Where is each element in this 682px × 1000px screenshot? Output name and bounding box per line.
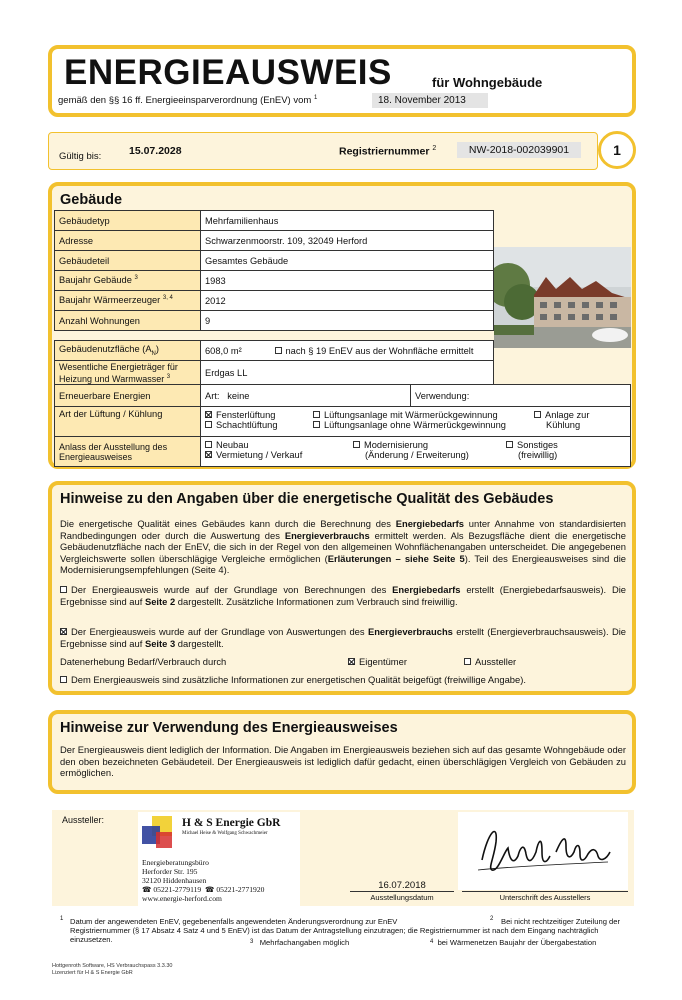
extra-info-option[interactable]: Dem Energieausweis sind zusätzliche Informationen zur energetischen Qualität beigefügt (freiwillige Angabe). (60, 674, 526, 685)
value-generator-year: 2012 (201, 291, 494, 311)
document-title: ENERGIEAUSWEIS (64, 53, 392, 92)
label-apartments: Anzahl Wohnungen (55, 311, 201, 331)
fax-icon: ☎ (204, 885, 215, 894)
value-building-part: Gesamtes Gebäude (201, 251, 494, 271)
row-renewable (55, 385, 631, 407)
issuer-address: Energieberatungsbüro Herforder Str. 195 32120 Hiddenhausen ☎ 05221-2779119 ☎ 05221-2771920 www.energie-herford.com (142, 858, 265, 903)
issuer-logo (142, 816, 178, 852)
row-energy-carrier (55, 361, 494, 385)
building-section-title: Gebäude (60, 192, 123, 208)
row-ventilation (55, 407, 631, 437)
validity-box (48, 132, 598, 170)
issuer-stamp (138, 812, 300, 906)
label-generator-year: Baujahr Wärmeerzeuger $^{3, 4}$ (55, 291, 201, 311)
document-subtitle: für Wohngebäude (432, 75, 543, 90)
label-building-part: Gebäudeteil (55, 251, 201, 271)
occasion-modernisation-line2: (Änderung / Erweiterung) (365, 450, 469, 460)
header-box (48, 45, 636, 117)
row-generator-year (55, 291, 494, 311)
ventilation-options (201, 407, 631, 437)
label-renewable: Erneuerbare Energien (55, 385, 201, 407)
vent-without-recovery[interactable]: Lüftungsanlage ohne Wärmerückgewinnung (313, 420, 506, 430)
law-text: gemäß den §§ 16 ff. Energieeinsparverordnung (EnEV) vom $^1$ (58, 95, 318, 107)
usage-text: Der Energieausweis dient lediglich der Information. Die Angaben im Energieausweis beziehen sich auf das gesamte Wohngebäude oder den oben bezeichneten Gebäudeteil. Der Energieausweis ist lediglich dafür gedacht, einen überschlägigen Vergleich von Gebäuden zu ermöglichen. (60, 744, 626, 779)
signature-image (458, 812, 628, 890)
phone-icon: ☎ (142, 885, 152, 894)
data-collection-issuer[interactable]: Aussteller (464, 656, 516, 667)
occasion-other[interactable]: Sonstiges (506, 440, 558, 450)
building-table-top (54, 210, 494, 331)
footnote-3: $^3$ Mehrfachangaben möglich (250, 938, 350, 947)
registration-number: NW-2018-002039901 (457, 142, 581, 158)
valid-label: Gültig bis: (59, 151, 102, 162)
label-building-type: Gebäudetyp (55, 211, 201, 231)
renewable-usage: Verwendung: (411, 385, 631, 407)
label-construction-year: Baujahr Gebäude $^3$ (55, 271, 201, 291)
occasion-options (201, 437, 631, 467)
row-address (55, 231, 494, 251)
footnote-2: 2 Bei nicht rechtzeitiger Zuteilung der Registriernummer (§ 17 Absatz 4 Satz 4 und 5 EnEV) ist das Datum der Antragstellung einzutragen; die Registriernummer ist nach dem Eingang nachträglich einzusetzen. (70, 916, 621, 944)
building-table-bottom (54, 384, 631, 467)
page-number: 1 (613, 142, 621, 158)
row-occasion (55, 437, 631, 467)
consumption-certificate-option[interactable]: Der Energieausweis wurde auf der Grundlage von Auswertungen des Energieverbrauchs erstellt (Energieverbrauchsausweis). Die Ergebnisse sind auf Seite 3 dargestellt. (60, 626, 627, 649)
law-date: 18. November 2013 (372, 93, 488, 108)
software-info: Hottgenroth Software, HS Verbrauchspass 3.3.30 Lizenziert für H & S Energie GbR (52, 963, 173, 976)
issuer-owners: Michael Heise & Wolfgang Schwachmeier (182, 831, 268, 836)
vent-window[interactable]: Fensterlüftung (205, 410, 275, 420)
building-table-area (54, 340, 494, 361)
signature-area (458, 812, 628, 890)
building-table-energy (54, 360, 494, 385)
footnote-4: $^4$ bei Wärmenetzen Baujahr der Übergabestation (430, 938, 597, 947)
value-apartments: 9 (201, 311, 494, 331)
data-collection-label: Datenerhebung Bedarf/Verbrauch durch (60, 656, 227, 667)
row-construction-year (55, 271, 494, 291)
data-collection-owner[interactable]: Eigentümer (348, 656, 407, 667)
occasion-other-line2: (freiwillig) (518, 450, 558, 460)
vent-with-recovery[interactable]: Lüftungsanlage mit Wärmerückgewinnung (313, 410, 498, 420)
label-address: Adresse (55, 231, 201, 251)
occasion-modernisation[interactable]: Modernisierung (353, 440, 428, 450)
issue-date-line (350, 891, 454, 892)
value-address: Schwarzenmoorstr. 109, 32049 Herford (201, 231, 494, 251)
demand-certificate-option[interactable]: Der Energieausweis wurde auf der Grundlage von Berechnungen des Energiebedarfs erstellt (Energiebedarfsausweis). Die Ergebnisse sind auf Seite 2 dargestellt. Zusätzliche Informationen zum Verbrauch sind freiwillig. (60, 584, 627, 607)
occasion-rental-sale[interactable]: Vermietung / Verkauf (205, 450, 302, 460)
area-option-checkbox[interactable] (275, 347, 282, 354)
area-option: nach § 19 EnEV aus der Wohnfläche ermittelt (271, 341, 494, 361)
vent-cooling-line2: Kühlung (546, 420, 581, 430)
vent-shaft[interactable]: Schachtlüftung (205, 420, 278, 430)
building-photo (494, 247, 631, 348)
renewable-type: Art: keine (201, 385, 411, 407)
quality-intro: Die energetische Qualität eines Gebäudes kann durch die Berechnung des Energiebedarfs unter Annahme von standardisierten Randbedingungen oder durch die Auswertung des Energieverbrauchs ermittelt werden. Als Bezugsfläche dient die energetische Gebäudenutzfläche nach der EnEV, die sich in der Regel von den allgemeinen Wohnflächenangaben unterscheidet. Die angegebenen Vergleichswerte sollen überschlägige Vergleiche ermöglichen (Erläuterungen – siehe Seite 5). Teil des Energieausweises sind die Modernisierungsempfehlungen (Seite 4). (60, 518, 626, 576)
value-energy-carrier: Erdgas LL (201, 361, 494, 385)
usage-hints-title: Hinweise zur Verwendung des Energieausweises (60, 720, 398, 736)
valid-date: 15.07.2028 (129, 145, 182, 157)
issue-date: 16.07.2018 (378, 880, 426, 891)
row-building-type (55, 211, 494, 231)
row-usable-area (55, 341, 494, 361)
value-building-type: Mehrfamilienhaus (201, 211, 494, 231)
row-apartments (55, 311, 494, 331)
issuer-label: Aussteller: (62, 815, 105, 825)
row-building-part (55, 251, 494, 271)
page-number-badge (598, 131, 636, 169)
vent-cooling[interactable]: Anlage zur (534, 410, 589, 420)
registration-label: Registriernummer $^2$ (339, 145, 437, 158)
occasion-new-building[interactable]: Neubau (205, 440, 249, 450)
issuer-company: H & S Energie GbR (182, 817, 281, 829)
value-construction-year: 1983 (201, 271, 494, 291)
quality-hints-title: Hinweise zu den Angaben über die energetische Qualität des Gebäudes (60, 491, 554, 507)
label-ventilation: Art der Lüftung / Kühlung (55, 407, 201, 437)
footnote-1: 1 Datum der angewendeten EnEV, gegebenenfalls angewendeten Änderungsverordnung zur EnEV (60, 916, 398, 926)
issue-date-label: Ausstellungsdatum (370, 893, 434, 902)
value-usable-area: 608,0 m² (201, 341, 271, 361)
signature-line (462, 891, 628, 892)
label-energy-carrier: Wesentliche Energieträger für Heizung und Warmwasser $^3$ (55, 361, 201, 385)
label-occasion: Anlass der Ausstellung des Energieausweises (55, 437, 201, 467)
label-usable-area: Gebäudenutzfläche $(A_N)$ (55, 341, 201, 361)
signature-label: Unterschrift des Ausstellers (499, 893, 591, 902)
